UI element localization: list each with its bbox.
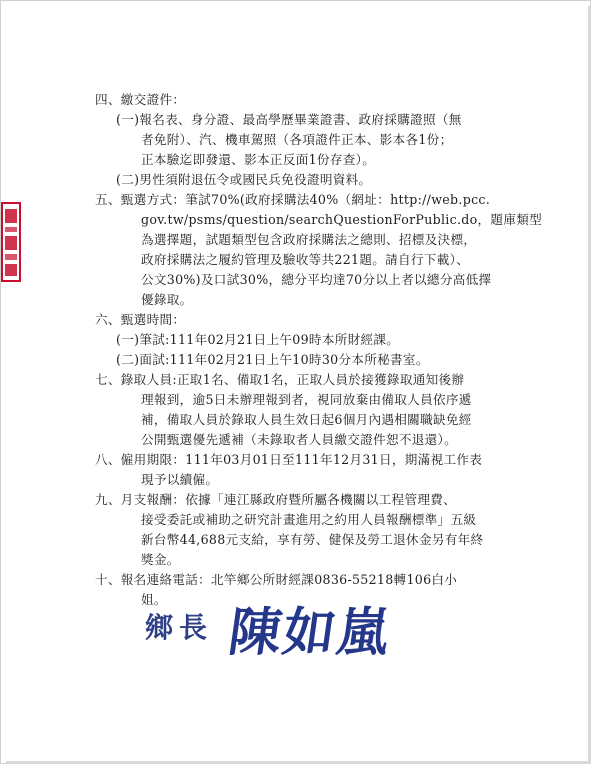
section-4-item-2: (二)男性須附退伍令或國民兵免役證明資料。 — [116, 172, 372, 187]
section-7-line-2: 理報到，逾5日未辦理報到者，視同放棄由備取人員依序遞 — [141, 392, 472, 407]
section-9-line-1: 九、月支報酬：依據「連江縣政府暨所屬各機關以工程管理費、 — [95, 492, 457, 507]
section-5-line-1: 五、甄選方式：筆試70%(政府採購法40%（網址：http://web.pcc. — [95, 192, 491, 207]
section-6-item-1: (一)筆試:111年02月21日上午09時本所財經課。 — [116, 332, 400, 347]
section-6-heading: 六、甄選時間： — [95, 312, 186, 327]
section-5-line-2: gov.tw/psms/question/searchQuestionForPublic.do，題庫類型 — [141, 212, 542, 227]
section-10-line-2: 姐。 — [141, 592, 167, 607]
mayor-title: 鄉長 — [145, 611, 214, 644]
section-4-item-1-line-2: 者免附）、汽、機車駕照（各項證件正本、影本各1份； — [141, 132, 453, 147]
mayor-signature: 陳如嵐 — [225, 602, 396, 663]
section-7-line-3: 補，備取人員於錄取人員生效日起6個月內遇相關職缺免經 — [141, 412, 472, 427]
section-4-item-1-line-1: (一)報名表、身分證、最高學歷畢業證書、政府採購證照（無 — [116, 112, 462, 127]
section-9-line-2: 接受委託或補助之研究計畫進用之約用人員報酬標準」五級 — [141, 512, 477, 527]
red-seal-stamp — [0, 201, 22, 283]
section-7-line-1: 七、錄取人員:正取1名、備取1名，正取人員於接獲錄取通知後辦 — [95, 372, 465, 387]
section-8-line-2: 現予以續僱。 — [141, 472, 219, 487]
section-10-line-1: 十、報名連絡電話：北竿鄉公所財經課0836-55218轉106白小 — [95, 572, 458, 587]
section-5-line-6: 優錄取。 — [141, 292, 193, 307]
section-9-line-4: 獎金。 — [141, 552, 180, 567]
section-8-line-1: 八、僱用期限：111年03月01日至111年12月31日，期滿視工作表 — [95, 452, 483, 467]
section-4-heading: 四、繳交證件： — [95, 92, 186, 107]
section-5-line-3: 為選擇題，試題類型包含政府採購法之總則、招標及決標， — [141, 232, 477, 247]
section-9-line-3: 新台幣44,688元支給，享有勞、健保及勞工退休金另有年終 — [141, 532, 484, 547]
section-4-item-1-line-3: 正本驗迄即發還、影本正反面1份存查）。 — [141, 152, 376, 167]
section-6-item-2: (二)面試:111年02月21日上午10時30分本所秘書室。 — [116, 352, 429, 367]
section-7-line-4: 公開甄選優先遞補（未錄取者人員繳交證件恕不退還）。 — [141, 432, 458, 447]
section-5-line-5: 公文30%)及口試30%，總分平均達70分以上者以總分高低擇 — [141, 272, 492, 287]
section-5-line-4: 政府採購法之履約管理及驗收等共221題。請自行下載）、 — [141, 252, 470, 267]
